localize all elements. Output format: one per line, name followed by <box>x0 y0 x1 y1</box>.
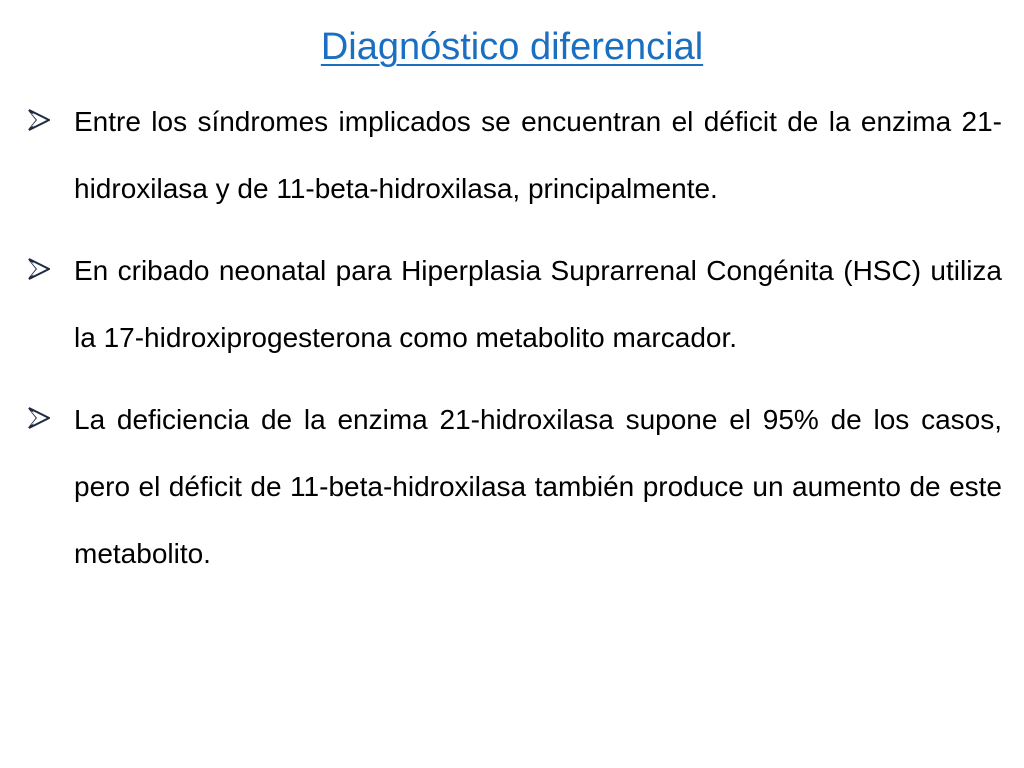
slide-title-text: Diagnóstico diferencial <box>320 26 704 68</box>
bullet-item <box>26 88 1002 222</box>
bullet-item <box>26 386 1002 587</box>
bullet-text: En cribado neonatal para Hiperplasia Suprarrenal Congénita (HSC) utiliza la 17-hidroxiprogesterona como metabolito marcador. <box>74 255 1002 353</box>
bullet-list <box>26 88 1002 602</box>
bullet-text: La deficiencia de la enzima 21-hidroxilasa supone el 95% de los casos, pero el déficit de 11-beta-hidroxilasa también produce un aumento de este metabolito. <box>74 404 1002 569</box>
arrowhead-bullet-icon <box>28 109 50 131</box>
arrowhead-bullet-icon <box>28 407 50 429</box>
bullet-text: Entre los síndromes implicados se encuentran el déficit de la enzima 21-hidroxilasa y de 11-beta-hidroxilasa, principalmente. <box>74 106 1002 204</box>
arrowhead-bullet-icon <box>28 258 50 280</box>
slide-title <box>0 24 1024 70</box>
bullet-item <box>26 237 1002 371</box>
